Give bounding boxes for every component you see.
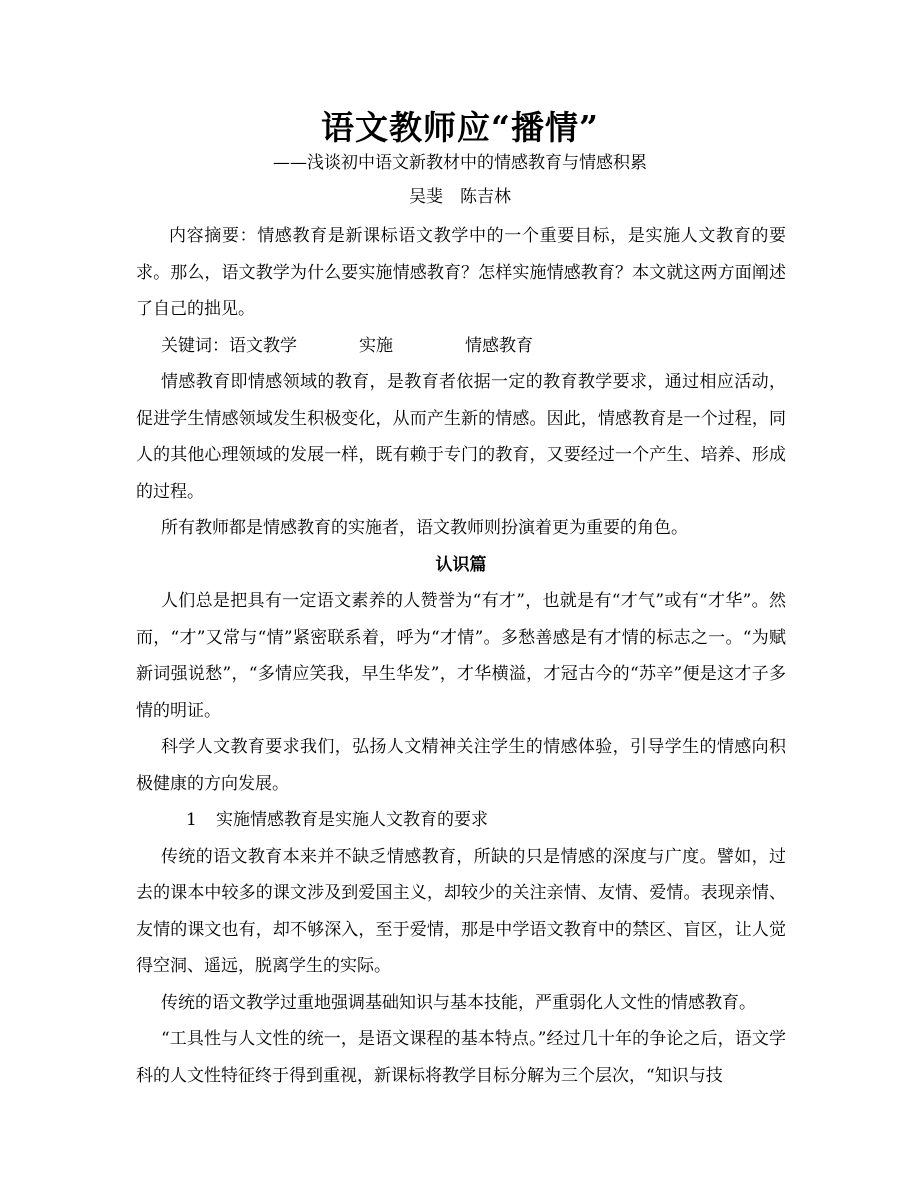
body-paragraph: 情感教育即情感领域的教育，是教育者依据一定的教育教学要求，通过相应活动，促进学生情感领域发生积极变化，从而产生新的情感。因此，情感教育是一个过程，同人的其他心理领域的发展一样，既有赖于专门的教育，又要经过一个产生、培养、形成的过程。 [136,372,786,502]
body-paragraph: 人们总是把具有一定语文素养的人赞誉为“有才”，也就是有“才气”或有“才华”。然而，“才”又常与“情”紧密联系着，呼为“才情”。多愁善感是有才情的标志之一。“为赋新词强说愁”，“多情应笑我，早生华发”，才华横溢，才冠古今的“苏辛”便是这才子多情的明证。 [136,591,786,721]
section-heading: 认识篇 [435,554,487,575]
keyword-3: 情感教育 [465,335,533,356]
keywords-label: 关键词：语文教学 [161,335,297,356]
body-paragraph: 传统的语文教育本来并不缺乏情感教育，所缺的只是情感的深度与广度。譬如，过去的课本中较多的课文涉及到爱国主义，却较少的关注亲情、友情、爱情。表现亲情、友情的课文也有，却不够深入，至于爱情，那是中学语文教育中的禁区、盲区，让人觉得空洞、遥远，脱离学生的实际。 [136,846,786,976]
keyword-2: 实施 [359,335,393,356]
numbered-heading [136,802,786,839]
document-body [136,218,786,1094]
document-title: 语文教师应“播情” [321,108,599,147]
body-paragraph: 所有教师都是情感教育的实施者，语文教师则扮演着更为重要的角色。 [161,518,688,538]
body-paragraph: 科学人文教育要求我们，弘扬人文精神关注学生的情感体验，引导学生的情感向积极健康的方向发展。 [136,737,786,794]
section-title: 实施情感教育是实施人文教育的要求 [216,810,488,830]
body-paragraph: “工具性与人文性的统一，是语文课程的基本特点。”经过几十年的争论之后，语文学科的人文性特征终于得到重视，新课标将教学目标分解为三个层次，“知识与技 [136,1029,786,1086]
section-number: 1 [186,810,197,830]
keywords-line [136,328,786,365]
document-subtitle: ——浅谈初中语文新教材中的情感教育与情感积累 [273,153,647,173]
document-authors: 吴斐 陈吉林 [409,187,511,207]
body-paragraph: 传统的语文教学过重地强调基础知识与基本技能，严重弱化人文性的情感教育。 [161,992,756,1013]
abstract-paragraph: 内容摘要：情感教育是新课标语文教学中的一个重要目标，是实施人文教育的要求。那么，语文教学为什么要实施情感教育？怎样实施情感教育？本文就这两方面阐述了自己的拙见。 [136,226,786,319]
